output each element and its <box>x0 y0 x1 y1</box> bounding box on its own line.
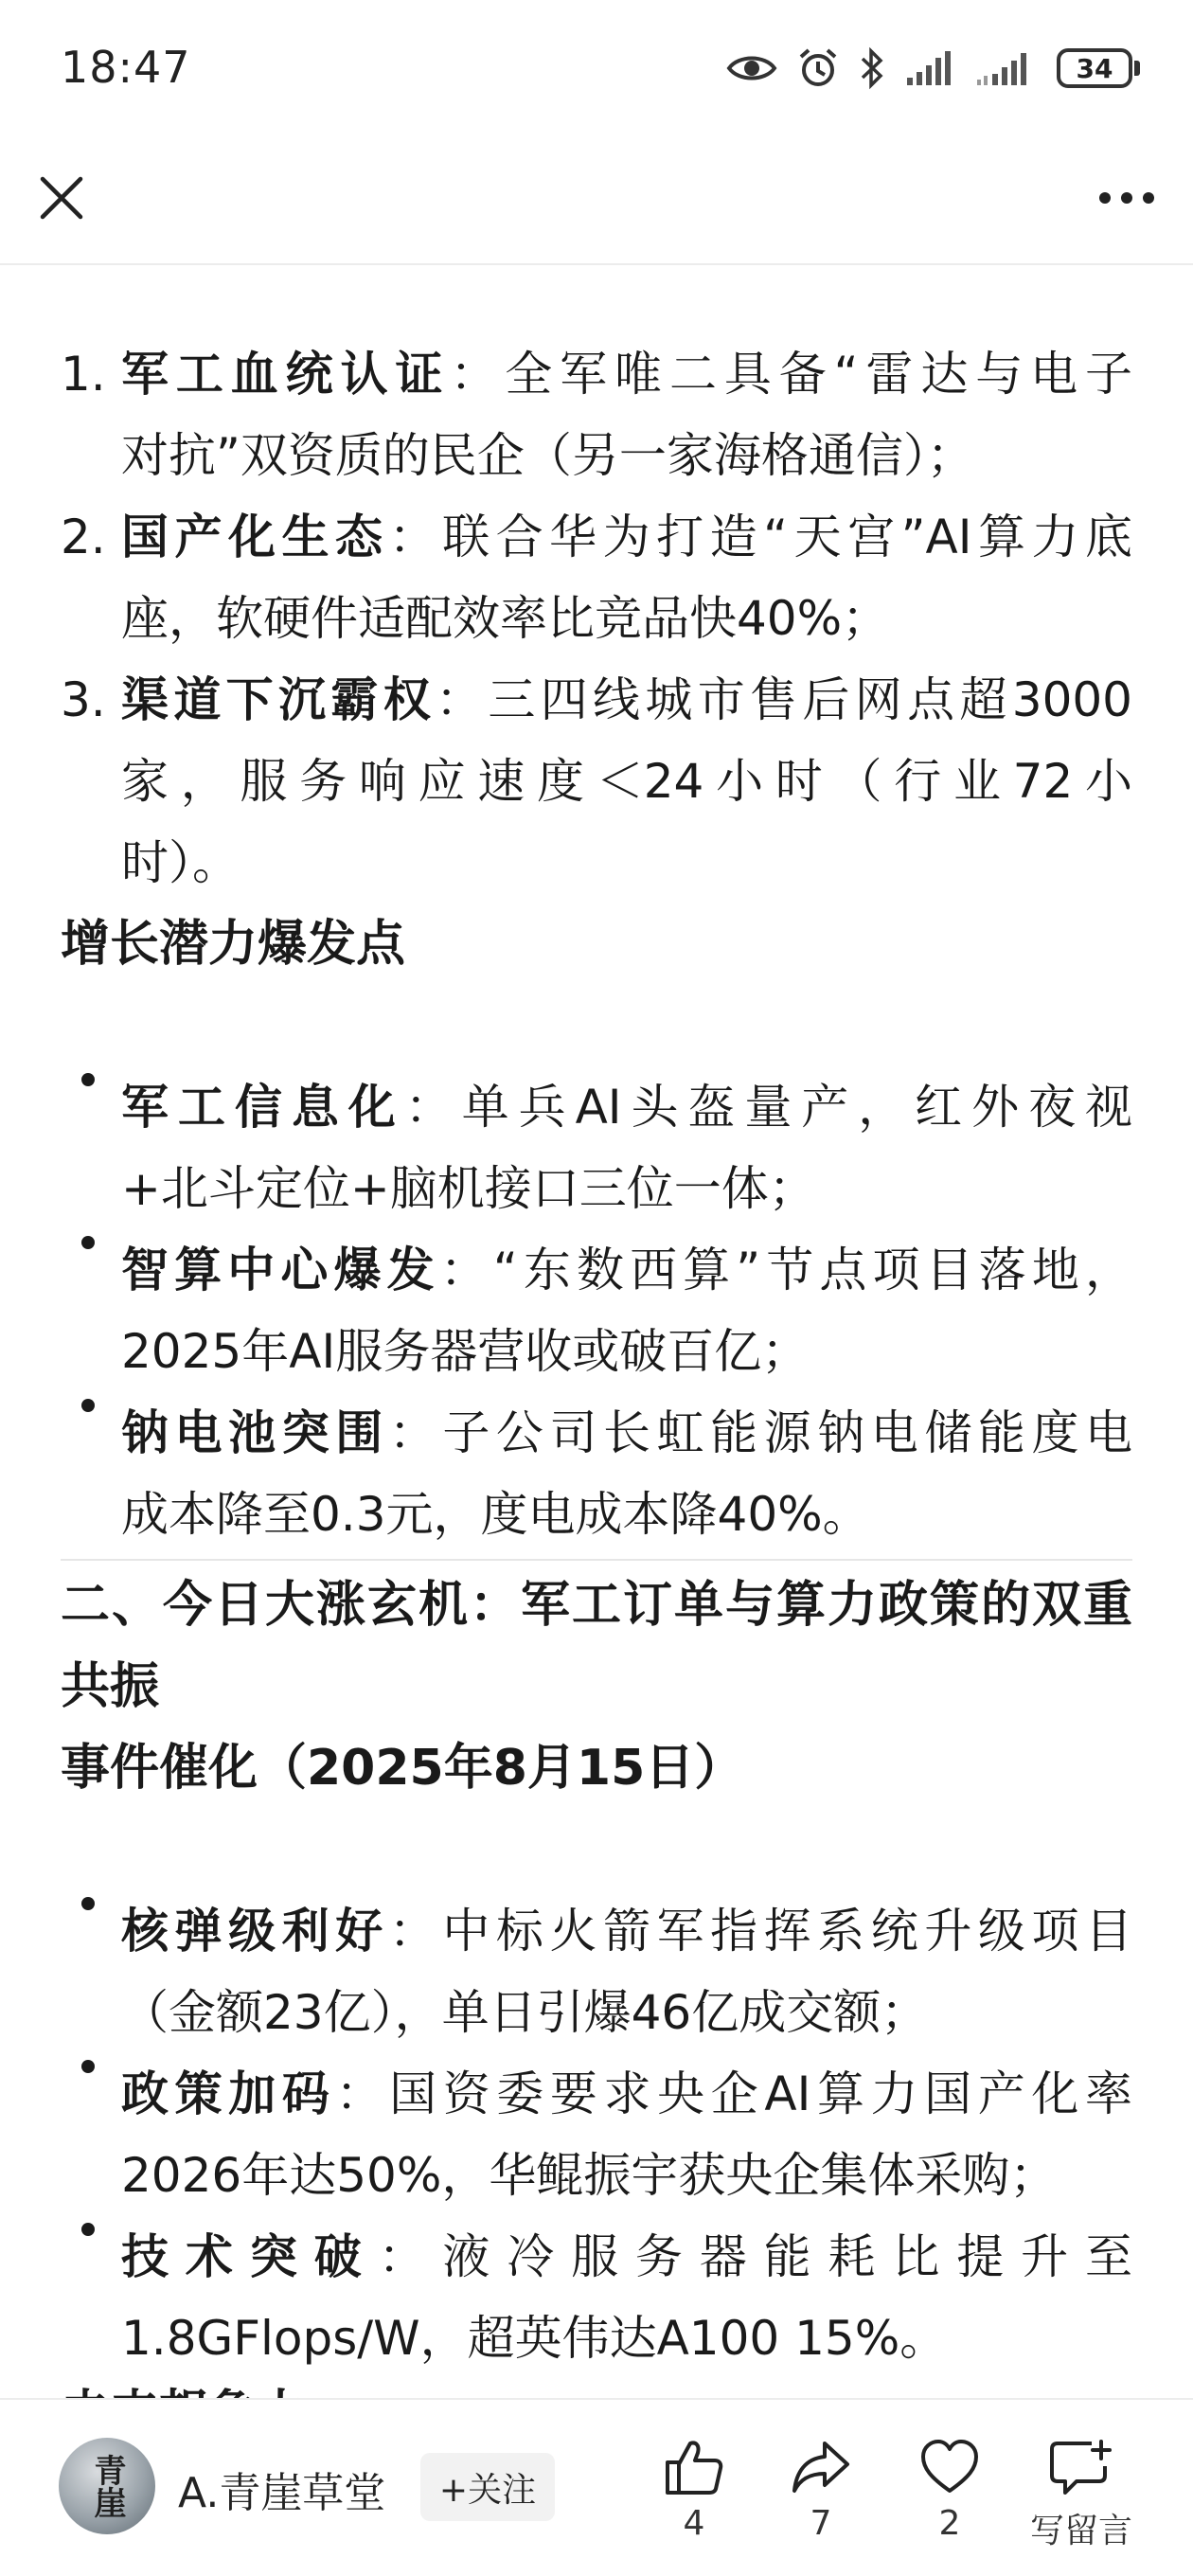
share-icon <box>791 2438 851 2496</box>
like-button[interactable] <box>642 2438 746 2543</box>
heart-icon <box>919 2438 980 2496</box>
item-text-continued: 对抗”双资质的民企（另一家海格通信）； <box>121 428 974 483</box>
share-count: 7 <box>810 2504 832 2543</box>
list-item <box>121 2053 1132 2135</box>
favorite-count: 2 <box>938 2504 961 2543</box>
list-item <box>121 2216 1132 2298</box>
section-heading: 增长潜力爆发点 <box>61 916 406 973</box>
follow-button[interactable]: +关注 <box>420 2453 555 2521</box>
status-bar <box>0 0 1193 142</box>
top-nav <box>0 142 1193 265</box>
item-text-continued: 时）。 <box>121 835 240 890</box>
item-title: 渠道下沉霸权 <box>121 672 436 727</box>
bluetooth-icon <box>860 47 884 89</box>
item-text-continued: 座，软硬件适配效率比竞品快40%； <box>121 591 890 646</box>
list-item <box>121 333 1132 415</box>
signal-icon <box>905 49 954 87</box>
item-text: ：联合华为打造“天宫”AI算力底 <box>388 510 1133 564</box>
list-number: 3. <box>61 672 106 727</box>
avatar[interactable] <box>59 2438 155 2534</box>
comment-button[interactable] <box>1024 2438 1138 2552</box>
section-title-continued: 共振 <box>61 1658 160 1715</box>
avatar-text: 青崖 <box>88 2454 126 2518</box>
close-button[interactable] <box>28 165 95 231</box>
more-icon <box>1098 191 1155 205</box>
item-title: 技术突破 <box>121 2229 379 2284</box>
status-time: 18:47 <box>61 42 191 93</box>
divider <box>61 1559 1132 1561</box>
item-text: ：国资委要求央企AI算力国产化率 <box>335 2066 1133 2121</box>
item-title: 钠电池突围 <box>121 1405 389 1460</box>
item-text-continued: 家，服务响应速度＜24小时（行业72小 <box>121 754 1132 809</box>
item-text-continued: +北斗定位+脑机接口三位一体； <box>121 1161 816 1216</box>
bullet-icon <box>81 2060 95 2073</box>
list-number: 1. <box>61 347 106 402</box>
more-button[interactable] <box>1089 165 1165 231</box>
list-item <box>121 659 1132 741</box>
item-title: 国产化生态 <box>121 510 389 564</box>
close-icon <box>39 175 84 221</box>
item-text: ：三四线城市售后网点超3000 <box>436 672 1132 727</box>
item-text-continued: 1.8GFlops/W，超英伟达A100 15%。 <box>121 2311 948 2366</box>
item-title: 军工血统认证 <box>121 347 451 402</box>
item-text: ：单兵AI头盔量产，红外夜视 <box>404 1080 1133 1135</box>
eye-icon <box>727 52 776 84</box>
item-title: 军工信息化 <box>121 1080 405 1135</box>
list-item <box>121 1229 1132 1311</box>
bullet-icon <box>81 2223 95 2236</box>
list-item <box>121 1066 1132 1148</box>
item-text: ：“东数西算”节点项目落地， <box>439 1243 1133 1297</box>
thumbs-up-icon <box>664 2438 724 2496</box>
item-text-continued: 2025年AI服务器营收或破百亿； <box>121 1324 810 1379</box>
item-title: 智算中心爆发 <box>121 1243 440 1297</box>
battery-icon <box>1057 48 1140 88</box>
signal-icon-2 <box>975 49 1036 87</box>
like-count: 4 <box>683 2504 705 2543</box>
list-number: 2. <box>61 510 106 564</box>
item-title: 政策加码 <box>121 2066 336 2121</box>
item-text-continued: 2026年达50%，华鲲振宇获央企集体采购； <box>121 2148 1058 2203</box>
item-title: 核弹级利好 <box>121 1904 389 1959</box>
section-title: 二、今日大涨玄机：军工订单与算力政策的双重 <box>61 1577 1132 1634</box>
item-text: ：液冷服务器能耗比提升至 <box>378 2229 1133 2284</box>
author-name[interactable]: A.青崖草堂 <box>178 2469 386 2517</box>
bottom-bar <box>0 2398 1193 2576</box>
bullet-icon <box>81 1073 95 1086</box>
bullet-icon <box>81 1236 95 1249</box>
bullet-icon <box>81 1897 95 1910</box>
bullet-icon <box>81 1399 95 1412</box>
alarm-icon <box>797 47 839 89</box>
battery-level: 34 <box>1057 48 1132 88</box>
comment-label: 写留言 <box>1029 2512 1132 2550</box>
share-button[interactable] <box>769 2438 873 2543</box>
item-text: ：子公司长虹能源钠电储能度电 <box>388 1405 1133 1460</box>
item-text-continued: 成本降至0.3元，度电成本降40%。 <box>121 1487 870 1542</box>
comment-add-icon <box>1048 2438 1114 2496</box>
list-item <box>121 496 1132 578</box>
list-item <box>121 1392 1132 1474</box>
favorite-button[interactable] <box>898 2438 1002 2543</box>
item-text: ：中标火箭军指挥系统升级项目 <box>388 1904 1133 1959</box>
item-text-continued: （金额23亿），单日引爆46亿成交额； <box>121 1985 929 2040</box>
article-body <box>0 267 1193 2398</box>
list-item <box>121 1890 1132 1972</box>
item-text: ：全军唯二具备“雷达与电子 <box>450 347 1133 402</box>
status-icons <box>727 42 1140 95</box>
section-heading: 事件催化（2025年8月15日） <box>61 1740 744 1797</box>
